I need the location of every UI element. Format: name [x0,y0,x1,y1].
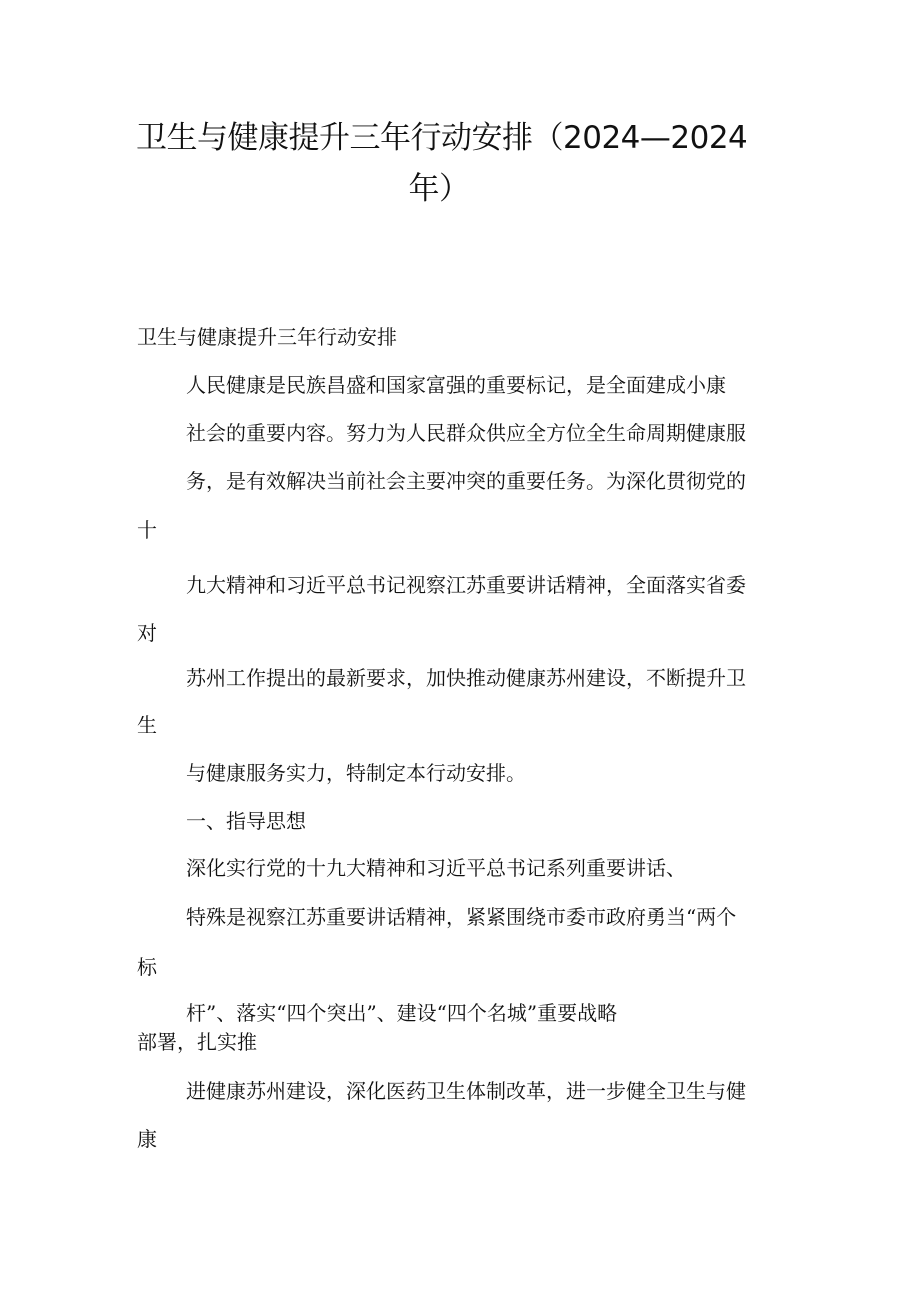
paragraph-line: 杆”、落实“四个突出”、建设“四个名城”重要战略 [186,1001,618,1025]
paragraph-line: 进健康苏州建设，深化医药卫生体制改革，进一步健全卫生与健 [186,1079,746,1103]
paragraph-line: 部署，扎实推 [137,1030,257,1054]
paragraph-line: 九大精神和习近平总书记视察江苏重要讲话精神，全面落实省委 [186,573,746,597]
paragraph-line: 标 [137,955,157,979]
paragraph-line: 社会的重要内容。努力为人民群众供应全方位全生命周期健康服 [186,421,746,445]
paragraph-line: 十 [137,518,157,542]
section-heading: 一、指导思想 [186,809,306,833]
paragraph-line: 人民健康是民族昌盛和国家富强的重要标记，是全面建成小康 [186,373,726,397]
paragraph-line: 与健康服务实力，特制定本行动安排。 [186,761,526,785]
document-title-line-1: 卫生与健康提升三年行动安排（2024—2024 [136,120,748,156]
paragraph-line: 务，是有效解决当前社会主要冲突的重要任务。为深化贯彻党的 [186,469,746,493]
paragraph-line: 苏州工作提出的最新要求，加快推动健康苏州建设，不断提升卫 [186,666,746,690]
paragraph-line: 生 [137,713,157,737]
paragraph-line: 特殊是视察江苏重要讲话精神，紧紧围绕市委市政府勇当“两个 [186,905,737,929]
paragraph-line: 深化实行党的十九大精神和习近平总书记系列重要讲话、 [186,856,686,880]
document-subtitle: 卫生与健康提升三年行动安排 [137,325,397,349]
paragraph-line: 康 [137,1127,157,1151]
document-title-line-2: 年） [408,171,470,207]
paragraph-line: 对 [137,621,157,645]
